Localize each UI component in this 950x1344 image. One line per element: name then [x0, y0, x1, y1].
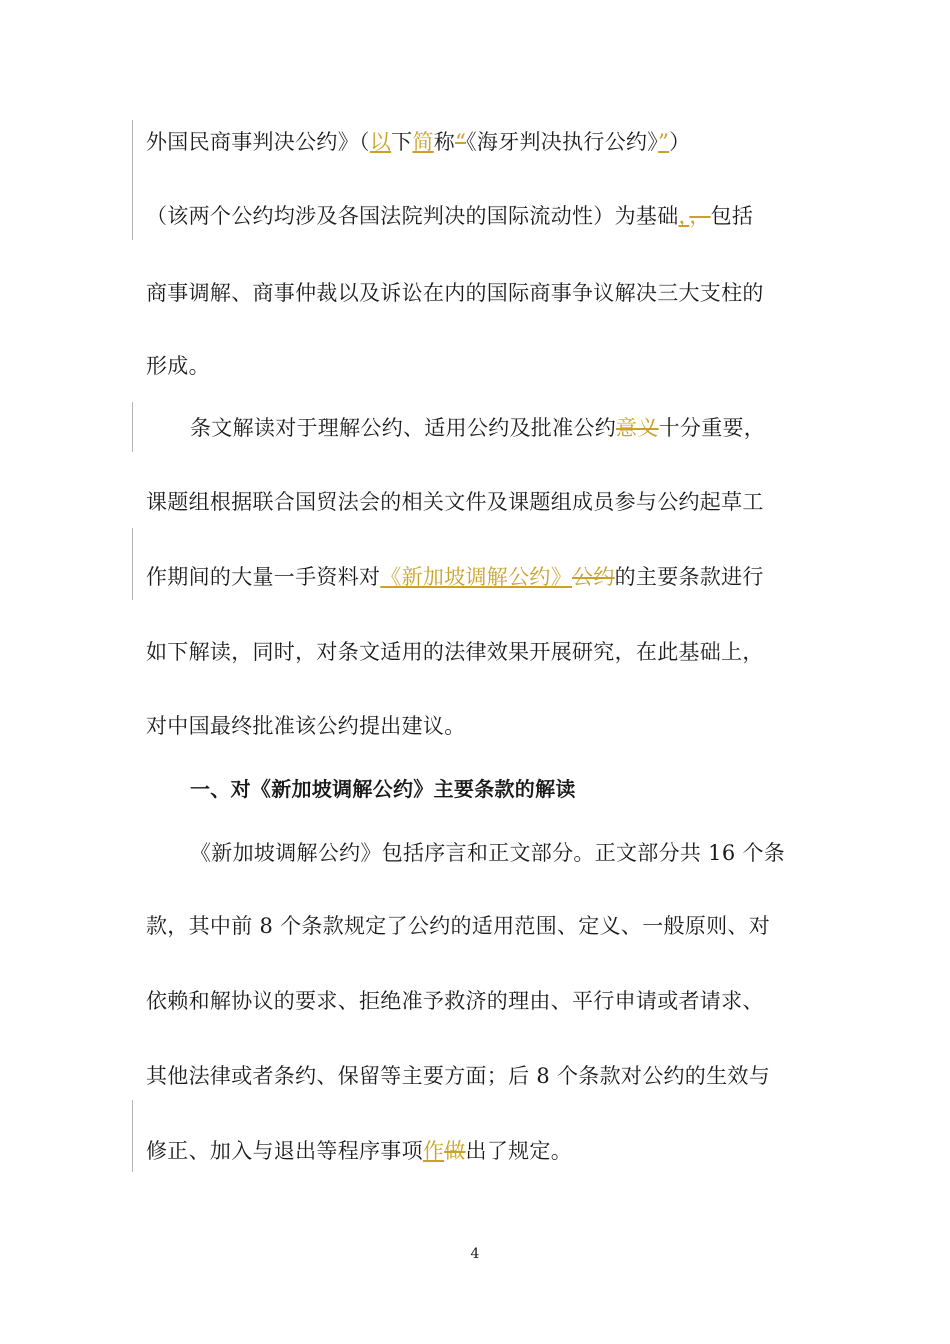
change-bar — [132, 1100, 133, 1172]
paragraph-1-line-3: 商事调解、商事仲裁以及诉讼在内的国际商事争议解决三大支柱的 — [146, 281, 764, 305]
paragraph-3-line-1: 《新加坡调解公约》包括序言和正文部分。正文部分共 16 个条 — [190, 841, 786, 865]
tracked-insertion[interactable]: ” — [658, 130, 670, 154]
paragraph-2-line-1: 条文解读对于理解公约、适用公约及批准公约意义十分重要， — [190, 416, 766, 440]
paragraph-2-line-5: 对中国最终批准该公约提出建议。 — [146, 714, 466, 738]
tracked-insertion[interactable]: 《新加坡调解公约》 — [380, 565, 573, 589]
tracked-deletion[interactable]: 做 — [444, 1139, 466, 1163]
paragraph-1-line-4: 形成。 — [146, 354, 210, 378]
paragraph-2-line-2: 课题组根据联合国贸法会的相关文件及课题组成员参与公约起草工 — [146, 490, 764, 514]
paragraph-3-line-5: 修正、加入与退出等程序事项作做出了规定。 — [146, 1139, 573, 1163]
tracked-insertion[interactable]: 简 — [412, 130, 434, 154]
paragraph-3-line-2: 款，其中前 8 个条款规定了公约的适用范围、定义、一般原则、对 — [146, 914, 771, 938]
paragraph-3-line-3: 依赖和解协议的要求、拒绝准予救济的理由、平行申请或者请求、 — [146, 989, 764, 1013]
section-heading: 一、对《新加坡调解公约》主要条款的解读 — [190, 777, 576, 801]
paragraph-2-line-3: 作期间的大量一手资料对《新加坡调解公约》公约的主要条款进行 — [146, 565, 764, 589]
tracked-insertion[interactable]: ， — [678, 204, 690, 228]
tracked-deletion[interactable]: “ — [455, 130, 467, 154]
change-bar — [132, 402, 133, 452]
paragraph-3-line-4: 其他法律或者条约、保留等主要方面；后 8 个条款对公约的生效与 — [146, 1064, 771, 1088]
paragraph-1-line-2: （该两个公约均涉及各国法院判决的国际流动性）为基础，，包括 — [146, 204, 754, 228]
tracked-deletion[interactable]: ， — [689, 204, 711, 228]
paragraph-1-line-1: 外国民商事判决公约》（以下简称“《海牙判决执行公约》”） — [146, 130, 691, 154]
tracked-deletion[interactable]: 意义 — [616, 416, 659, 440]
tracked-deletion[interactable]: 公约 — [572, 565, 615, 589]
paragraph-2-line-4: 如下解读，同时，对条文适用的法律效果开展研究，在此基础上， — [146, 640, 764, 664]
tracked-insertion[interactable]: 作 — [422, 1139, 445, 1163]
page-number: 4 — [470, 1246, 480, 1262]
change-bar — [132, 120, 133, 240]
change-bar — [132, 528, 133, 600]
tracked-insertion[interactable]: 以 — [369, 130, 392, 154]
